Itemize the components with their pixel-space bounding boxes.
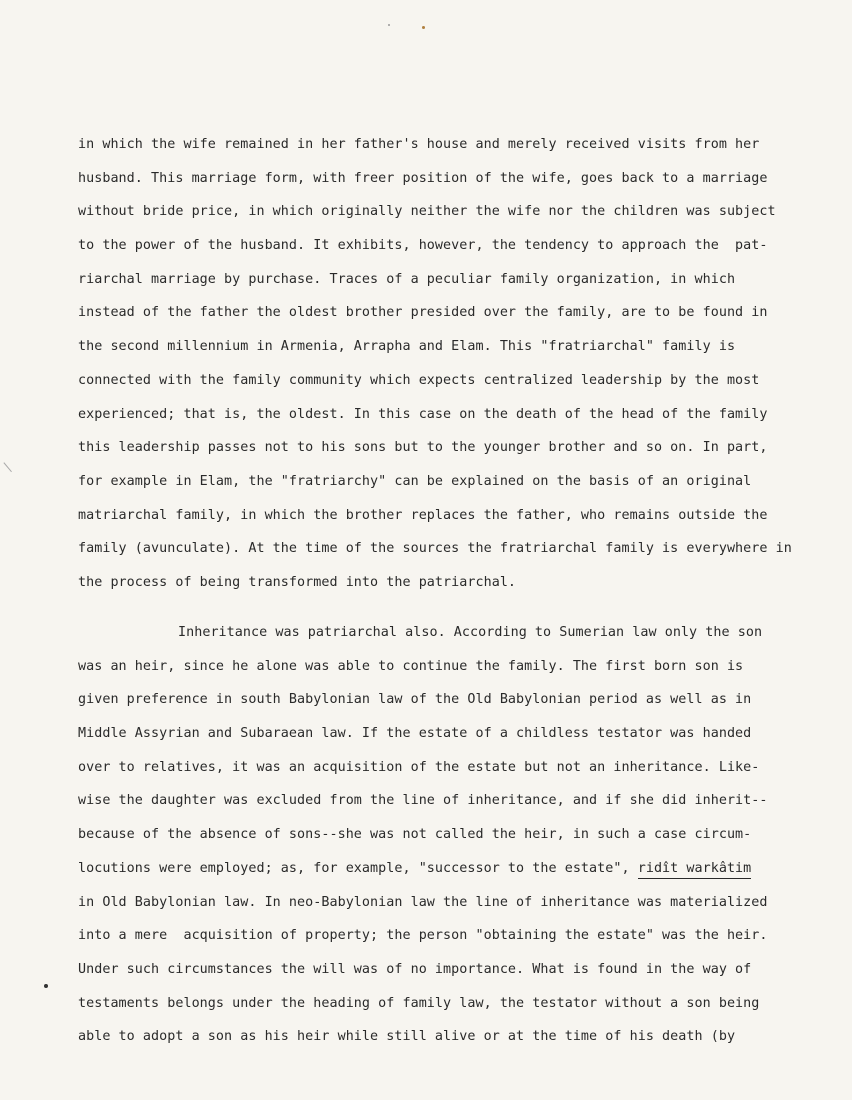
paper-speck: [422, 26, 425, 29]
text-line: family (avunculate). At the time of the sources the fratriarchal family is everywhere in: [78, 541, 792, 557]
text-line: matriarchal family, in which the brother replaces the father, who remains outside the: [78, 507, 768, 523]
text-line: for example in Elam, the "fratriarchy" can be explained on the basis of an original: [78, 473, 752, 489]
text-line-indented: Inheritance was patriarchal also. According to Sumerian law only the son: [178, 625, 763, 640]
text-line: given preference in south Babylonian law of the Old Babylonian period as well as in: [78, 692, 752, 708]
text-line: to the power of the husband. It exhibits, however, the tendency to approach the pat-: [78, 238, 768, 254]
text-line: in which the wife remained in her father's house and merely received visits from her: [78, 137, 760, 152]
text-line: husband. This marriage form, with freer position of the wife, goes back to a marriage: [78, 170, 768, 186]
margin-mark: [3, 456, 19, 472]
text-line: Middle Assyrian and Subaraean law. If the estate of a childless testator was handed: [78, 726, 752, 742]
text-line: instead of the father the oldest brother presided over the family, are to be found in: [78, 305, 768, 321]
text-line: the process of being transformed into the patriarchal.: [78, 574, 517, 590]
text-line: able to adopt a son as his heir while still alive or at the time of his death (by: [78, 1029, 736, 1045]
text-line: connected with the family community which expects centralized leadership by the most: [78, 372, 760, 388]
paragraph-inheritance: [78, 622, 838, 1060]
text-line-with-term: [78, 858, 838, 892]
text-line: without bride price, in which originally neither the wife nor the children was subject: [78, 204, 776, 220]
underlined-term: ridît warkâtim: [638, 861, 752, 879]
text-line: Under such circumstances the will was of no importance. What is found in the way of: [78, 961, 752, 977]
text-line: this leadership passes not to his sons but to the younger brother and so on. In part,: [78, 440, 768, 456]
text-line: because of the absence of sons--she was not called the heir, in such a case circum-: [78, 827, 752, 843]
paper-speck: [44, 984, 48, 988]
paragraph-family-organization: [78, 134, 838, 606]
text-line: the second millennium in Armenia, Arrapha and Elam. This "fratriarchal" family is: [78, 339, 736, 355]
paper-speck: [388, 24, 390, 26]
text-line: was an heir, since he alone was able to continue the family. The first born son is: [78, 658, 744, 674]
text-line: into a mere acquisition of property; the person "obtaining the estate" was the heir.: [78, 928, 768, 944]
line-text: locutions were employed; as, for example, "successor to the estate",: [78, 860, 638, 876]
text-line: riarchal marriage by purchase. Traces of a peculiar family organization, in which: [78, 271, 736, 287]
text-line: wise the daughter was excluded from the line of inheritance, and if she did inherit--: [78, 793, 768, 809]
text-line: over to relatives, it was an acquisition of the estate but not an inheritance. Like-: [78, 759, 760, 775]
text-line: testaments belongs under the heading of family law, the testator without a son being: [78, 995, 760, 1011]
text-line: in Old Babylonian law. In neo-Babylonian law the line of inheritance was materialized: [78, 894, 768, 910]
text-line: experienced; that is, the oldest. In this case on the death of the head of the family: [78, 406, 768, 422]
